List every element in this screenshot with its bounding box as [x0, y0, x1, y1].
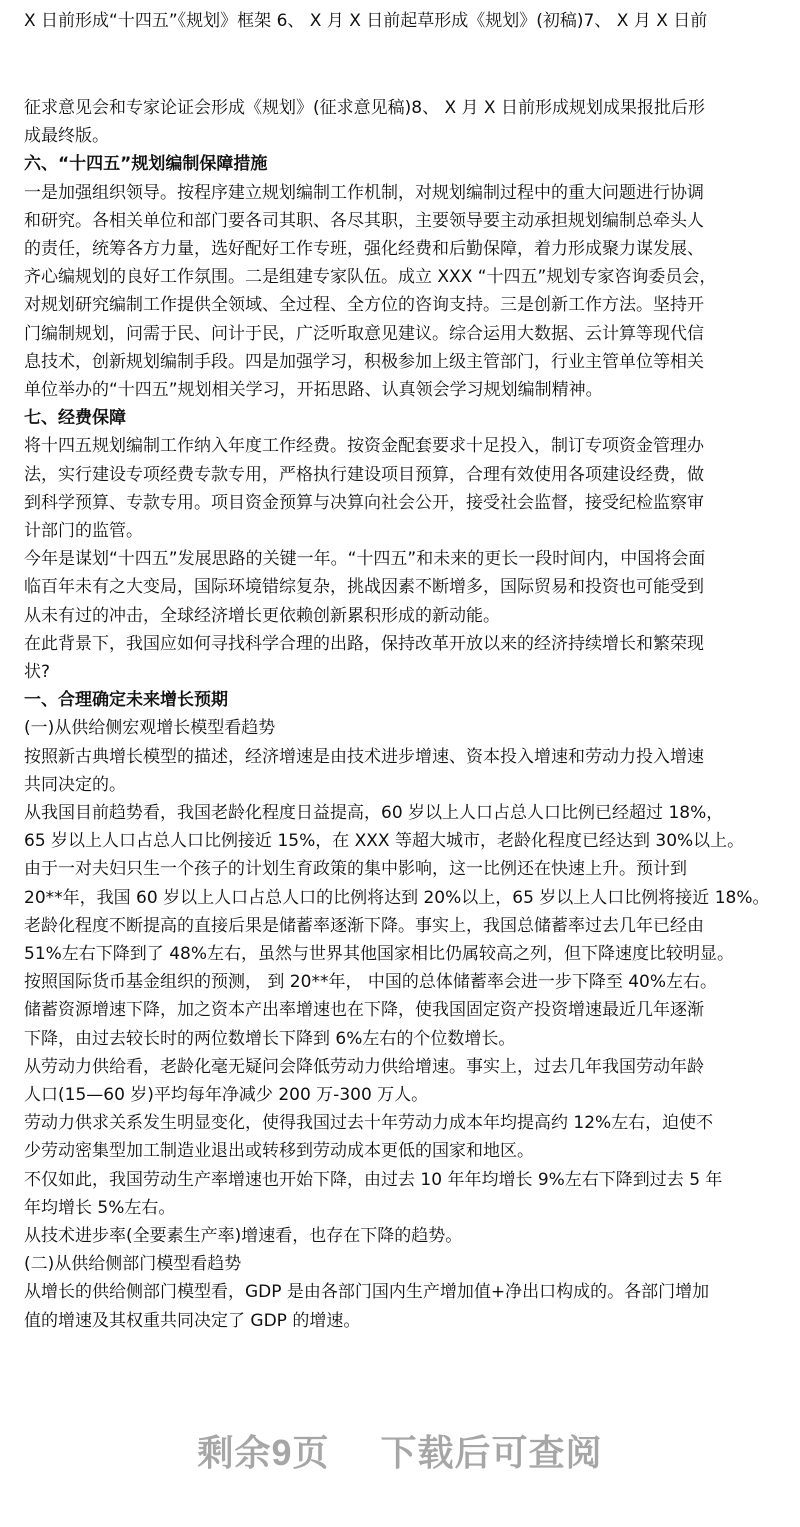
- text-line: 65 岁以上人口占总人口比例接近 15%，在 XXX 等超大城市，老龄化程度已经达到 30%以上。: [24, 831, 745, 852]
- text-line: 从未有过的冲击，全球经济增长更依赖创新累积形成的新动能。: [24, 605, 500, 626]
- text-line: 劳动力供求关系发生明显变化，使得我国过去十年劳动力成本年均提高约 12%左右，迫使不: [24, 1113, 714, 1134]
- text-line: 在此背景下，我国应如何寻找科学合理的出路，保持改革开放以来的经济持续增长和繁荣现: [24, 633, 704, 654]
- text-line: 老龄化程度不断提高的直接后果是储蓄率逐渐下降。事实上，我国总储蓄率过去几年已经由: [24, 915, 704, 936]
- text-line: 息技术，创新规划编制手段。四是加强学习，积极参加上级主管部门，行业主管单位等相关: [24, 351, 704, 372]
- text-line: 到科学预算、专款专用。项目资金预算与决算向社会公开，接受社会监督，接受纪检监察审: [24, 492, 704, 513]
- text-line: 年均增长 5%左右。: [24, 1197, 176, 1218]
- text-line: 按照新古典增长模型的描述，经济增速是由技术进步增速、资本投入增速和劳动力投入增速: [24, 746, 704, 767]
- text-line: 20**年，我国 60 岁以上人口占总人口的比例将达到 20%以上，65 岁以上人口比例将接近 18%。: [24, 887, 770, 908]
- text-line: 成最终版。: [24, 126, 109, 147]
- text-line: 少劳动密集型加工制造业退出或转移到劳动成本更低的国家和地区。: [24, 1141, 534, 1162]
- text-line: 下降，由过去较长时的两位数增长下降到 6%左右的个位数增长。: [24, 1028, 516, 1049]
- text-line: X 日前形成“十四五”《规划》框架 6、 X 月 X 日前起草形成《规划》(初稿)7、 X 月 X 日前: [24, 11, 708, 31]
- text-line: 的责任，统筹各方力量，选好配好工作专班，强化经费和后勤保障，着力形成聚力谋发展、: [24, 239, 704, 259]
- text-line: 征求意见会和专家论证会形成《规划》(征求意见稿)8、 X 月 X 日前形成规划成果报批后形: [24, 98, 705, 118]
- text-line: 储蓄资源增速下降，加之资本产出率增速也在下降，使我国固定资产投资增速最近几年逐渐: [24, 1000, 704, 1021]
- text-line: (二)从供给侧部门模型看趋势: [24, 1254, 242, 1275]
- text-line: 值的增速及其权重共同决定了 GDP 的增速。: [24, 1310, 361, 1331]
- text-line: 从增长的供给侧部门模型看，GDP 是由各部门国内生产增加值+净出口构成的。各部门增加: [24, 1282, 710, 1303]
- text-line: 共同决定的。: [24, 774, 126, 795]
- text-line: 对规划研究编制工作提供全领域、全过程、全方位的咨询支持。三是创新工作方法。坚持开: [24, 295, 704, 316]
- text-line: 人口(15—60 岁)平均每年净减少 200 万-300 万人。: [24, 1085, 429, 1105]
- text-line: 由于一对夫妇只生一个孩子的计划生育政策的集中影响，这一比例还在快速上升。预计到: [24, 859, 687, 880]
- text-line: 和研究。各相关单位和部门要各司其职、各尽其职，主要领导要主动承担规划编制总牵头人: [24, 210, 704, 231]
- text-line: 单位举办的“十四五”规划相关学习，开拓思路、认真领会学习规划编制精神。: [24, 380, 603, 400]
- document-body: [0, 94, 800, 1394]
- text-line: 从劳动力供给看，老龄化毫无疑问会降低劳动力供给增速。事实上，过去几年我国劳动年龄: [24, 1056, 704, 1077]
- section-heading: 六、“十四五”规划编制保障措施: [24, 154, 268, 175]
- section-heading: 一、合理确定未来增长预期: [24, 690, 228, 711]
- text-line: 计部门的监管。: [24, 521, 143, 541]
- download-prompt[interactable]: [0, 1425, 800, 1476]
- text-line: 从技术进步率(全要素生产率)增速看，也存在下降的趋势。: [24, 1226, 463, 1246]
- remaining-pages-label: 剩余9页: [197, 1432, 330, 1473]
- previous-page-fragment: [0, 0, 800, 79]
- text-line: 将十四五规划编制工作纳入年度工作经费。按资金配套要求十足投入，制订专项资金管理办: [24, 436, 704, 457]
- text-line: 不仅如此，我国劳动生产率增速也开始下降，由过去 10 年年均增长 9%左右下降到过去 5 年: [24, 1169, 723, 1190]
- text-line: 从我国目前趋势看，我国老龄化程度日益提高，60 岁以上人口占总人口比例已经超过 18%，: [24, 803, 724, 823]
- text-line: 门编制规划，问需于民、问计于民，广泛听取意见建议。综合运用大数据、云计算等现代信: [24, 323, 704, 344]
- text-line: 齐心编规划的良好工作氛围。二是组建专家队伍。成立 XXX “十四五”规划专家咨询委员会，: [24, 267, 717, 288]
- text-line: 按照国际货币基金组织的预测， 到 20**年， 中国的总体储蓄率会进一步下降至 40%左右。: [24, 972, 718, 993]
- download-to-view-label[interactable]: 下载后可查阅: [380, 1432, 603, 1473]
- text-line: 今年是谋划“十四五”发展思路的关键一年。“十四五”和未来的更长一段时间内，中国将会面: [24, 549, 706, 570]
- text-line: 状?: [24, 662, 51, 682]
- text-line: 临百年未有之大变局，国际环境错综复杂，挑战因素不断增多，国际贸易和投资也可能受到: [24, 577, 704, 598]
- text-line: 51%左右下降到了 48%左右，虽然与世界其他国家相比仍属较高之列，但下降速度比较明显。: [24, 944, 734, 964]
- text-line: 法，实行建设专项经费专款专用，严格执行建设项目预算，合理有效使用各项建设经费，做: [24, 464, 704, 485]
- text-line: (一)从供给侧宏观增长模型看趋势: [24, 718, 276, 739]
- text-line: 一是加强组织领导。按程序建立规划编制工作机制，对规划编制过程中的重大问题进行协调: [24, 182, 704, 203]
- section-heading: 七、经费保障: [24, 408, 126, 429]
